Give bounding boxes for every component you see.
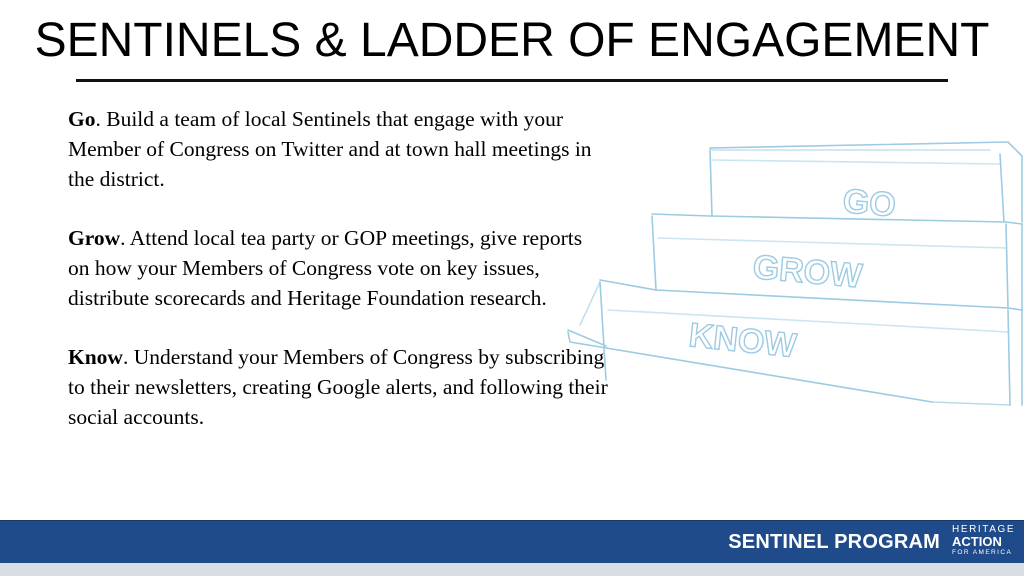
stairs-label-go: GO [841, 182, 898, 225]
item-go [68, 104, 608, 194]
logo-line-for-america: FOR AMERICA [952, 549, 1013, 556]
item-know-heading: Know [68, 345, 123, 369]
title-underline [76, 79, 948, 82]
item-grow-text: . Attend local tea party or GOP meetings, give reports on how your Members of Congress vote on key issues, distribute scorecards and Heritage Foundation research. [68, 226, 583, 310]
footer-strip [0, 563, 1024, 576]
stairs-label-know: KNOW [687, 316, 799, 366]
item-know [68, 342, 608, 432]
stairs-label-grow: GROW [751, 248, 864, 296]
slide-body [68, 104, 608, 461]
item-go-text: . Build a team of local Sentinels that engage with your Member of Congress on Twitter and at town hall meetings in the district. [68, 107, 592, 191]
footer-program-label: SENTINEL PROGRAM [728, 531, 940, 553]
item-know-text: . Understand your Members of Congress by subscribing to their newsletters, creating Google alerts, and following their social accounts. [68, 345, 608, 429]
item-grow [68, 223, 608, 313]
stairs-sketch-illustration [560, 120, 1024, 420]
footer-bar [0, 520, 1024, 564]
slide-title: SENTINELS & LADDER OF ENGAGEMENT [34, 14, 990, 67]
heritage-action-logo [952, 524, 1020, 562]
logo-line-action: ACTION [952, 534, 1002, 549]
item-grow-heading: Grow [68, 226, 121, 250]
item-go-heading: Go [68, 107, 96, 131]
logo-line-heritage: HERITAGE [952, 524, 1016, 535]
